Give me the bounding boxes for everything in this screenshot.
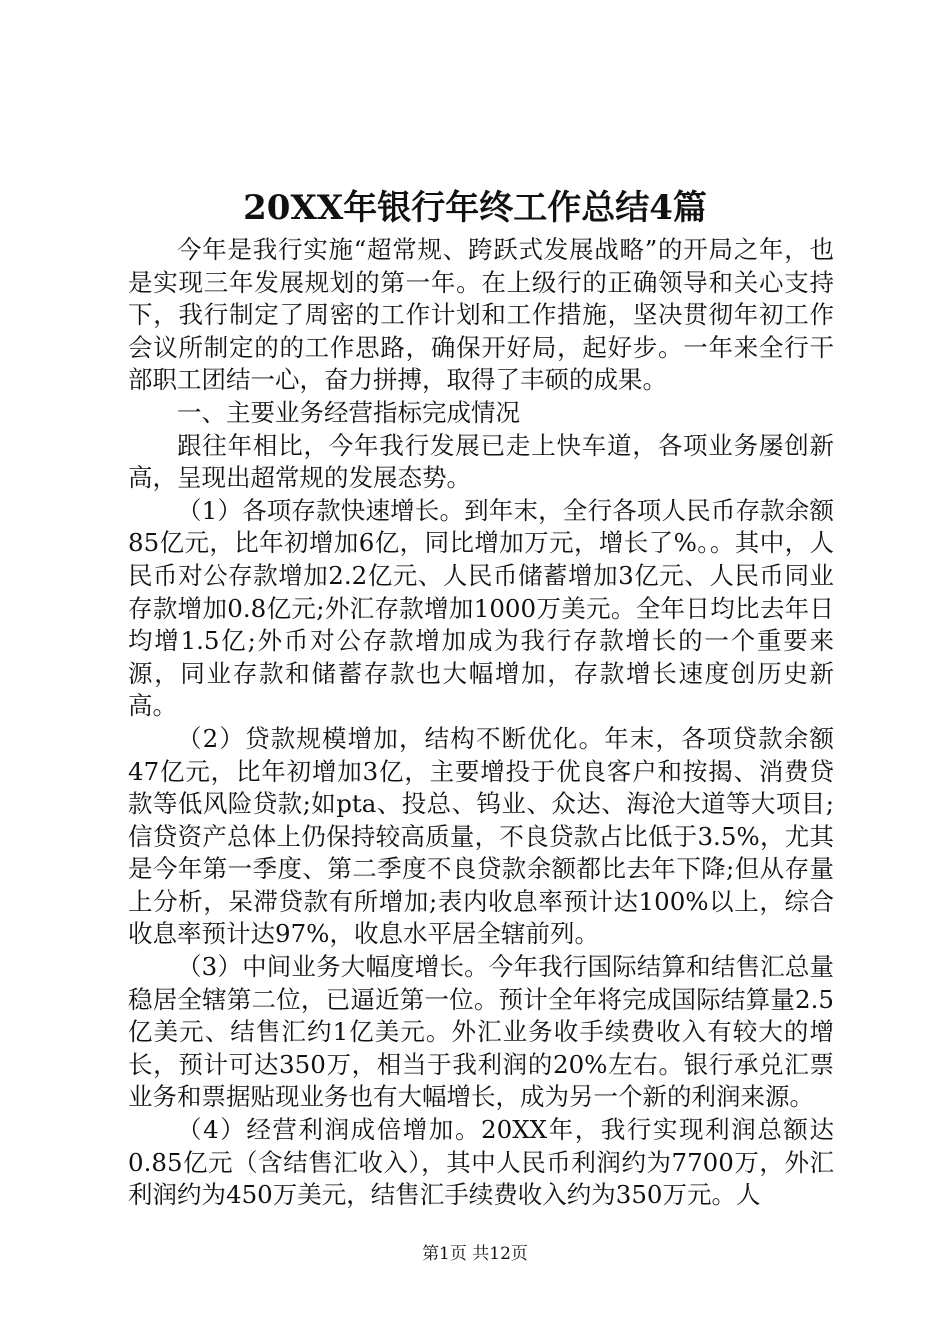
paragraph-loans: （2）贷款规模增加，结构不断优化。年末，各项贷款余额47亿元，比年初增加3亿，主要增投于优良客户和按揭、消费贷款等低风险贷款;如pta、投总、钨业、众达、海沧大道等大项目;信贷资产总体上仍保持较高质量，不良贷款占比低于3.5%，尤其是今年第一季度、第二季度不良贷款余额都比去年下降;但从存量上分析，呆滞贷款有所增加;表内收息率预计达100%以上，综合收息率预计达97%，收息水平居全辖前列。 — [128, 723, 834, 949]
paragraph-deposits: （1）各项存款快速增长。到年末，全行各项人民币存款余额85亿元，比年初增加6亿，同比增加万元，增长了%。。其中，人民币对公存款增加2.2亿元、人民币储蓄增加3亿元、人民币同业存款增加0.8亿元;外汇存款增加1000万美元。全年日均比去年日均增1.5亿;外币对公存款增加成为我行存款增长的一个重要来源，同业存款和储蓄存款也大幅增加，存款增长速度创历史新高。 — [128, 495, 834, 721]
document-title: 20XX年银行年终工作总结4篇 — [243, 188, 707, 228]
page-number-footer: 第1页 共12页 — [422, 1244, 528, 1264]
paragraph-profit: （4）经营利润成倍增加。20XX年，我行实现利润总额达0.85亿元（含结售汇收入），其中人民币利润约为7700万，外汇利润约为450万美元，结售汇手续费收入约为350万元。人 — [128, 1115, 834, 1210]
section-heading: 一、主要业务经营指标完成情况 — [177, 397, 520, 427]
paragraph-intermediate-business: （3）中间业务大幅度增长。今年我行国际结算和结售汇总量稳居全辖第二位，已逼近第一位。预计全年将完成国际结算量2.5亿美元、结售汇约1亿美元。外汇业务收手续费收入有较大的增长，预计可达350万，相当于我利润的20%左右。银行承兑汇票业务和票据贴现业务也有大幅增长，成为另一个新的利润来源。 — [128, 952, 834, 1112]
paragraph-overview: 跟往年相比，今年我行发展已走上快车道，各项业务屡创新高，呈现出超常规的发展态势。 — [128, 430, 834, 493]
paragraph-intro: 今年是我行实施“超常规、跨跃式发展战略”的开局之年，也是实现三年发展规划的第一年。在上级行的正确领导和关心支持下，我行制定了周密的工作计划和工作措施，坚决贯彻年初工作会议所制定的的工作思路，确保开好局，起好步。一年来全行干部职工团结一心，奋力拼搏，取得了丰硕的成果。 — [128, 235, 834, 395]
document-body — [128, 234, 834, 1212]
